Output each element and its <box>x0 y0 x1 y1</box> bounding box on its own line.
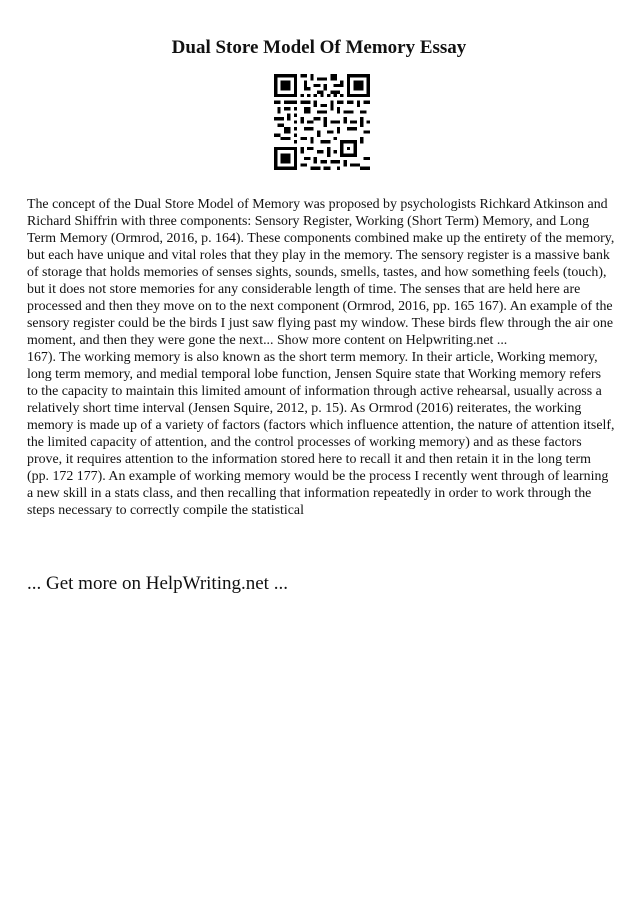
page-title: Dual Store Model Of Memory Essay <box>171 37 467 58</box>
essay-body <box>27 196 615 519</box>
essay-paragraph: The concept of the Dual Store Model of Memory was proposed by psychologists Richkard Atkinson and Richard Shiffrin with three components: Sensory Register, Working (Short Term) Memory, and Long Term Memory (Ormrod, 2016, p. 164). These components combined make up the entirety of the memory, but each have unique and vital roles that they play in the memory. The sensory register is a massive bank of storage that holds memories of senses sights, sounds, smells, tastes, and how something feels (touch), but it does not store memories for any considerable length of time. The senses that are held here are processed and then they move on to the next component (Ormrod, 2016, pp. 165 167). An example of the sensory register could be the birds I just saw flying past my window. These birds flew through the air one moment, and then they were gone the next... Show more content on Helpwriting.net ... <box>27 197 615 348</box>
qr-code-icon <box>274 74 370 170</box>
get-more-link[interactable]: ... Get more on HelpWriting.net ... <box>27 573 288 594</box>
essay-paragraph: 167). The working memory is also known as the short term memory. In their article, Working memory, long term memory, and medial temporal lobe function, Jensen Squire state that Working memory refers to the capacity to maintain this limited amount of information through active rehearsal, usually across a relatively short time interval (Jensen Squire, 2012, p. 15). As Ormrod (2016) reiterates, the working memory is made up of a variety of factors (factors which influence attention, the nature of attention itself, the limited capacity of attention, and the control processes of working memory) and as these factors prove, it requires attention to the information stored here to recall it and then retain it in the long term (pp. 172 177). An example of working memory would be the process I recently went through of learning a new skill in a stats class, and then recalling that information repeatedly in order to work through the steps necessary to correctly compile the statistical <box>27 350 615 518</box>
